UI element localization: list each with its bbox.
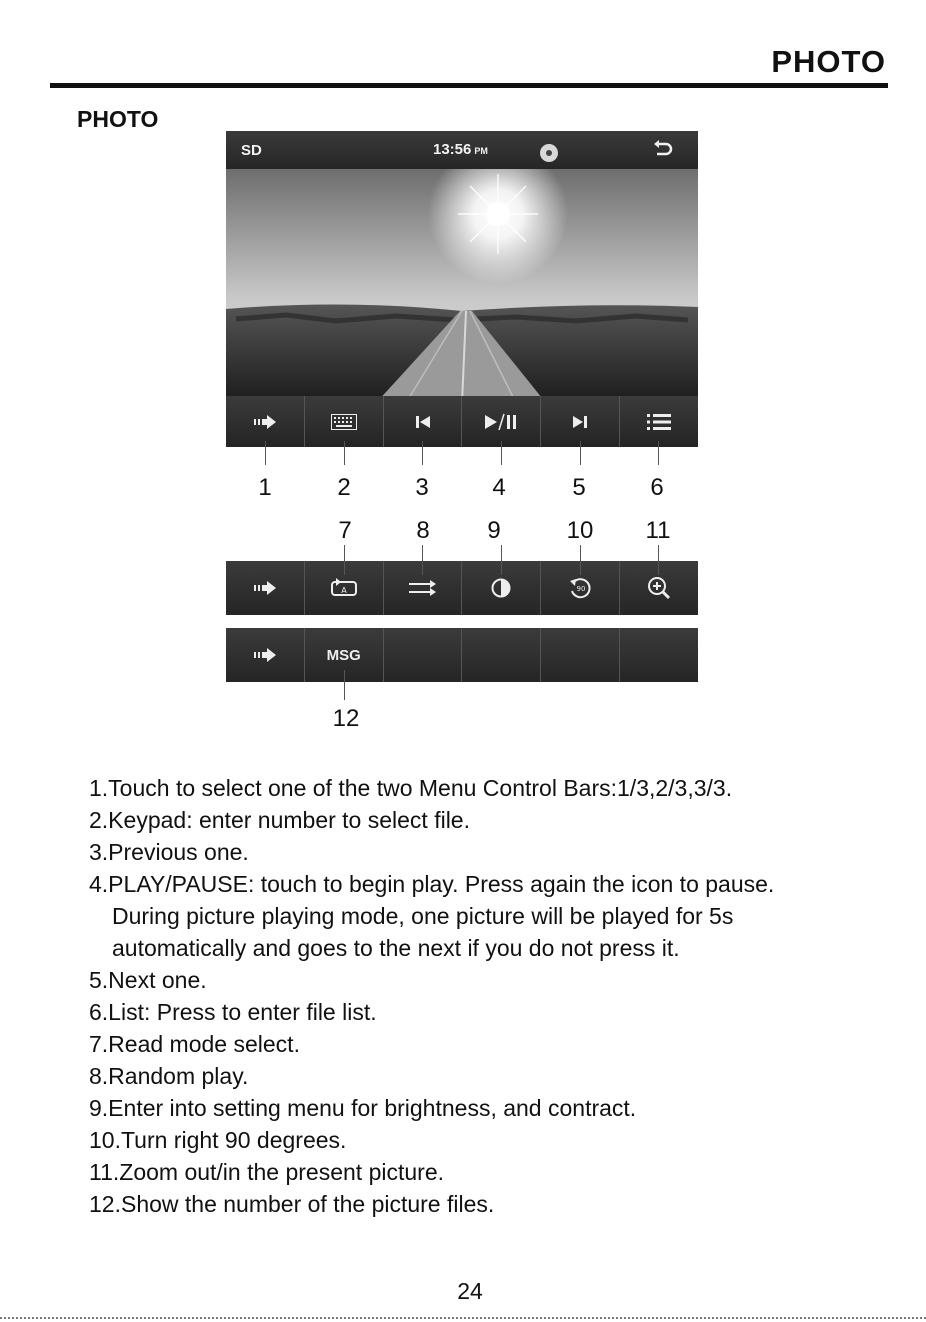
description-item: 8.Random play.	[89, 1063, 249, 1089]
shuffle-icon[interactable]	[384, 561, 463, 615]
callout-number-10: 10	[566, 517, 594, 544]
callout-number-1: 1	[258, 474, 272, 501]
callout-line-9	[501, 545, 502, 575]
description-item: 3.Previous one.	[89, 839, 249, 865]
empty-slot	[620, 628, 698, 682]
control-bar-2	[226, 561, 698, 615]
list-icon[interactable]	[620, 396, 698, 447]
msg-label: MSG	[326, 646, 361, 664]
callout-line-2	[344, 441, 345, 465]
callout-line-3	[422, 441, 423, 465]
callout-line-6	[658, 441, 659, 465]
svg-text:90: 90	[576, 585, 586, 593]
description-item: 11.Zoom out/in the present picture.	[89, 1159, 444, 1185]
callout-number-8: 8	[416, 517, 430, 544]
description-item: 10.Turn right 90 degrees.	[89, 1127, 347, 1153]
empty-slot	[462, 628, 541, 682]
callout-line-1	[265, 441, 266, 465]
device-screen	[226, 131, 698, 447]
callout-number-6: 6	[650, 474, 664, 501]
callout-line-10	[580, 545, 581, 575]
keypad-icon[interactable]	[305, 396, 384, 447]
source-label[interactable]: SD	[241, 142, 262, 159]
description-item: 12.Show the number of the picture files.	[89, 1191, 495, 1217]
description-item: 9.Enter into setting menu for brightness, and contract.	[89, 1095, 637, 1121]
callout-number-5: 5	[572, 474, 586, 501]
callout-number-3: 3	[415, 474, 429, 501]
bar-switch-arrow-icon[interactable]	[226, 561, 305, 615]
clock	[433, 141, 488, 158]
empty-slot	[384, 628, 463, 682]
photo-display	[226, 169, 698, 403]
clock-time: 13:56	[433, 141, 472, 158]
description-item: 6.List: Press to enter file list.	[89, 999, 377, 1025]
description-list	[89, 772, 899, 1220]
back-arrow-icon[interactable]	[651, 140, 673, 165]
callout-number-12: 12	[332, 705, 360, 732]
control-bar-3	[226, 628, 698, 682]
previous-icon[interactable]	[384, 396, 463, 447]
header-divider	[50, 83, 888, 88]
description-item: 4.PLAY/PAUSE: touch to begin play. Press again the icon to pause.	[89, 871, 775, 897]
bar-switch-arrow-icon[interactable]	[226, 628, 305, 682]
disc-icon[interactable]	[539, 143, 559, 168]
svg-text:A: A	[340, 586, 347, 595]
callout-line-8	[422, 545, 423, 575]
callout-line-12	[344, 670, 345, 700]
bar-switch-arrow-icon[interactable]	[226, 396, 305, 447]
status-bar	[226, 131, 698, 169]
empty-slot	[541, 628, 620, 682]
page-header-title: PHOTO	[771, 44, 886, 79]
callout-number-4: 4	[492, 474, 506, 501]
description-item: 1.Touch to select one of the two Menu Control Bars:1/3,2/3,3/3.	[89, 775, 733, 801]
callout-line-4	[501, 441, 502, 465]
play-pause-icon[interactable]	[462, 396, 541, 447]
description-item: 7.Read mode select.	[89, 1031, 300, 1057]
description-item: 5.Next one.	[89, 967, 207, 993]
section-heading: PHOTO	[77, 106, 159, 132]
callout-number-7: 7	[338, 517, 352, 544]
callout-number-11: 11	[645, 517, 671, 544]
description-item-continuation: automatically and goes to the next if you do not press it.	[112, 935, 680, 961]
description-item: 2.Keypad: enter number to select file.	[89, 807, 470, 833]
next-icon[interactable]	[541, 396, 620, 447]
page-number: 24	[457, 1278, 483, 1304]
description-item-continuation: During picture playing mode, one picture will be played for 5s	[112, 903, 734, 929]
callout-number-2: 2	[337, 474, 351, 501]
callout-line-5	[580, 441, 581, 465]
callout-number-9: 9	[487, 517, 501, 544]
callout-line-11	[658, 545, 659, 575]
zoom-in-icon[interactable]	[620, 561, 698, 615]
clock-ampm: PM	[474, 146, 488, 156]
callout-line-7	[344, 545, 345, 575]
footer-divider	[0, 1317, 926, 1319]
control-bar-1	[226, 396, 698, 447]
